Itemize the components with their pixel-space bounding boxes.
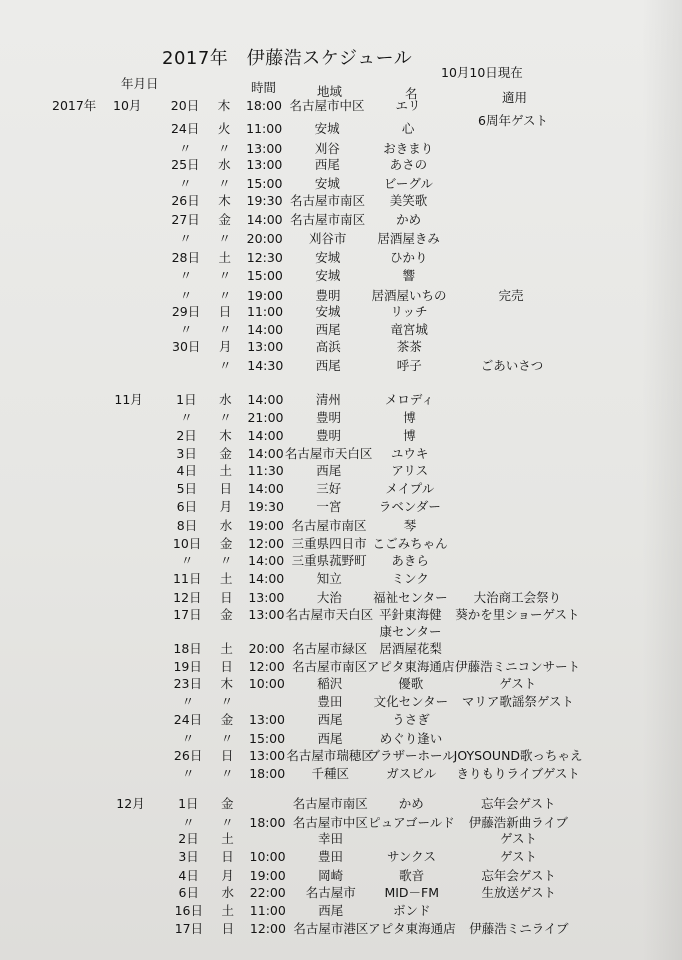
area-cell: 知立 [316, 571, 342, 586]
table-row [0, 428, 682, 446]
day-cell: 6日 [178, 885, 199, 900]
weekday-cell: 土 [219, 571, 233, 586]
table-row [0, 463, 682, 481]
weekday-cell: 木 [219, 428, 232, 443]
name-cell: 心 [401, 121, 415, 136]
day-cell: 16日 [174, 903, 204, 918]
weekday-cell: 土 [218, 250, 232, 265]
area-cell: 三重県四日市 [291, 536, 367, 551]
name-cell: 響 [402, 268, 416, 283]
name-cell: ビーグル [383, 176, 433, 191]
day-cell: 29日 [171, 304, 201, 319]
name-cell: あきら [391, 553, 429, 568]
table-row [0, 339, 682, 357]
name-cell: ユウキ [390, 446, 429, 461]
name-cell: アリス [391, 463, 429, 478]
day-cell: 〃 [178, 141, 192, 156]
note-cell: 忘年会ゲスト [481, 796, 556, 811]
weekday-cell: 〃 [218, 322, 232, 337]
weekday-cell: 土 [221, 903, 235, 918]
time-cell: 14:00 [247, 428, 284, 443]
table-row [0, 553, 682, 571]
header-note: 適用 [502, 90, 528, 105]
weekday-cell: 月 [219, 499, 233, 514]
name-cell: サンクス [387, 849, 437, 864]
weekday-cell: 水 [218, 157, 231, 172]
table-row [0, 748, 682, 766]
header-time: 時間 [251, 80, 277, 95]
area-cell: 名古屋市南区 [292, 796, 368, 811]
page-title: 2017年 伊藤浩スケジュール [162, 48, 413, 69]
name-cell: メロディ [384, 392, 434, 407]
area-cell: 安城 [315, 250, 341, 265]
day-cell: 23日 [173, 676, 202, 691]
weekday-cell: 日 [220, 590, 233, 605]
day-cell: 17日 [174, 921, 204, 936]
weekday-cell: 〃 [218, 268, 232, 283]
header-name: 名 [405, 86, 418, 101]
weekday-cell: 月 [218, 339, 232, 354]
table-row [0, 250, 682, 268]
note-cell: ゲスト [500, 849, 538, 864]
note-cell: 葵かを里ショーゲスト [455, 607, 580, 622]
name-cell: ボンド [393, 903, 431, 918]
note-cell: ごあいさつ [480, 358, 544, 373]
area-cell: 安城 [315, 268, 341, 283]
day-cell: 26日 [171, 193, 200, 208]
table-row [0, 796, 682, 814]
day-cell: 〃 [179, 288, 193, 303]
day-cell: 10日 [172, 536, 202, 551]
name-cell: 文化センター [373, 694, 449, 709]
name-cell: メイプル [385, 481, 435, 496]
name-cell: ミンク [391, 571, 429, 586]
weekday-cell: 水 [219, 518, 233, 533]
area-cell: 豊明 [315, 410, 341, 425]
table-row [0, 885, 682, 903]
area-cell: 安城 [315, 304, 341, 319]
area-cell: 三好 [316, 481, 342, 496]
weekday-cell: 〃 [219, 410, 232, 425]
name-cell: かめ [398, 796, 424, 811]
name-cell: エリ [395, 98, 421, 113]
weekday-cell: 日 [218, 304, 232, 319]
time-cell: 21:00 [247, 410, 284, 425]
name-cell: アピタ東海通店 [368, 921, 456, 936]
name-cell: ラベンダー [378, 499, 441, 514]
area-cell: 豊田 [317, 694, 343, 709]
weekday-cell: 水 [219, 392, 232, 407]
time-cell: 13:00 [247, 339, 284, 354]
time-cell: 11:00 [249, 903, 286, 918]
time-cell: 11:00 [247, 304, 284, 319]
weekday-cell: 〃 [217, 141, 231, 156]
table-row [0, 659, 682, 677]
day-cell: 4日 [176, 463, 197, 478]
time-cell: 14:00 [247, 481, 284, 496]
weekday-cell: 〃 [219, 358, 232, 373]
time-cell: 20:00 [248, 641, 285, 656]
weekday-cell: 木 [220, 676, 234, 691]
time-cell: 12:00 [248, 536, 285, 551]
area-cell: 清州 [315, 392, 341, 407]
month-cell: 11月 [114, 392, 143, 407]
name-cell: 歌音 [399, 868, 425, 883]
weekday-cell: 火 [217, 121, 231, 136]
month-cell: 10月 [113, 98, 142, 113]
area-cell: 一宮 [316, 499, 342, 514]
name-cell: 美笑歌 [389, 193, 428, 208]
table-row [0, 304, 682, 322]
table-row [0, 766, 682, 784]
table-row [0, 157, 682, 175]
time-cell: 13:00 [248, 607, 285, 622]
area-cell: 千種区 [311, 766, 349, 781]
day-cell: 〃 [179, 176, 192, 191]
day-cell: 8日 [176, 518, 198, 533]
area-cell: 名古屋市南区 [290, 193, 366, 208]
name-cell: めぐり逢い [379, 731, 443, 746]
time-cell: 19:30 [246, 193, 283, 208]
weekday-cell: 金 [219, 446, 232, 461]
name-cell: MID－FM [384, 885, 440, 900]
time-cell: 10:00 [248, 676, 285, 691]
day-cell: 18日 [173, 641, 202, 656]
weekday-cell: 金 [219, 536, 233, 551]
name-cell: ブラザーホール [367, 748, 455, 763]
time-cell: 12:00 [249, 921, 286, 936]
name-cell: 優歌 [398, 676, 424, 691]
table-row [0, 731, 682, 749]
area-cell: 名古屋市南区 [290, 212, 366, 227]
day-cell: 5日 [176, 481, 198, 496]
table-row [0, 518, 682, 536]
weekday-cell: 金 [221, 796, 234, 811]
area-cell: 高浜 [315, 339, 341, 354]
table-row [0, 624, 682, 642]
weekday-cell: 土 [221, 831, 234, 846]
table-row [0, 121, 682, 139]
table-row [0, 607, 682, 625]
weekday-cell: 水 [221, 885, 234, 900]
name-cell: 琴 [403, 518, 417, 533]
time-cell: 11:00 [246, 121, 283, 136]
day-cell: 19日 [173, 659, 202, 674]
table-row [0, 446, 682, 464]
day-cell: 27日 [171, 212, 200, 227]
time-cell: 19:00 [246, 288, 283, 303]
note-cell: 伊藤浩ミニライブ [469, 921, 569, 936]
time-cell: 18:00 [249, 766, 286, 781]
name-cell: 康センター [379, 624, 442, 639]
name-cell: かめ [396, 212, 422, 227]
name-cell: リッチ [390, 304, 428, 319]
weekday-cell: 〃 [219, 553, 233, 568]
area-cell: 安城 [314, 176, 340, 191]
time-cell: 14:00 [248, 553, 285, 568]
day-cell: 〃 [181, 694, 195, 709]
area-cell: 西尾 [316, 463, 342, 478]
time-cell: 13:00 [246, 157, 283, 172]
area-cell: 刈谷市 [308, 231, 347, 246]
table-row [0, 212, 682, 230]
table-row [0, 410, 682, 428]
day-cell: 3日 [176, 446, 197, 461]
area-cell: 西尾 [317, 712, 343, 727]
time-cell: 13:00 [249, 748, 286, 763]
table-row [0, 392, 682, 410]
year-cell: 2017年 [52, 98, 97, 113]
name-cell: 居酒屋いちの [371, 288, 447, 303]
area-cell: 西尾 [318, 903, 344, 918]
table-row [0, 231, 682, 249]
day-cell: 〃 [181, 766, 195, 781]
time-cell: 19:30 [247, 499, 284, 514]
time-cell: 13:00 [246, 141, 283, 156]
area-cell: 名古屋市緑区 [292, 641, 368, 656]
time-cell: 11:30 [247, 463, 284, 478]
weekday-cell: 日 [220, 659, 233, 674]
time-cell: 15:00 [246, 176, 283, 191]
area-cell: 名古屋市中区 [289, 98, 365, 113]
time-cell: 19:00 [247, 518, 285, 533]
day-cell: 2日 [178, 831, 199, 846]
weekday-cell: 土 [220, 641, 233, 656]
day-cell: 17日 [173, 607, 202, 622]
area-cell: 刈谷 [314, 141, 340, 156]
weekday-cell: 金 [218, 212, 231, 227]
day-cell: 〃 [180, 553, 194, 568]
area-cell: 安城 [314, 121, 340, 136]
note-cell: ゲスト [499, 676, 537, 691]
area-cell: 名古屋市南区 [291, 518, 367, 533]
time-cell: 14:30 [247, 358, 284, 373]
day-cell: 4日 [178, 868, 199, 883]
area-cell: 豊田 [318, 849, 344, 864]
time-cell: 22:00 [249, 885, 286, 900]
name-cell: 博 [403, 428, 416, 443]
table-row [0, 641, 682, 659]
area-cell: 名古屋市瑞穂区 [286, 748, 374, 763]
time-cell: 14:00 [248, 571, 285, 586]
table-row [0, 676, 682, 694]
time-cell: 14:00 [247, 322, 284, 337]
table-row [0, 921, 682, 939]
area-cell: 大治 [316, 590, 342, 605]
area-cell: 岡崎 [318, 868, 344, 883]
area-cell: 名古屋市中区 [292, 815, 368, 830]
area-cell: 名古屋市 [305, 885, 356, 900]
table-row [0, 481, 682, 499]
time-cell: 14:00 [247, 446, 284, 461]
header-area: 地域 [317, 84, 343, 99]
weekday-cell: 〃 [220, 766, 234, 781]
name-cell: ガスビル [386, 766, 437, 781]
weekday-cell: 〃 [218, 288, 232, 303]
table-row [0, 831, 682, 849]
table-row [0, 590, 682, 608]
time-cell: 12:30 [246, 250, 283, 265]
weekday-cell: 月 [221, 868, 234, 883]
table-row [0, 868, 682, 886]
weekday-cell: 〃 [220, 731, 234, 746]
day-cell: 〃 [181, 731, 195, 746]
table-row [0, 176, 682, 194]
note-cell: JOYSOUND歌っちゃえ [453, 748, 583, 763]
day-cell: 2日 [176, 428, 197, 443]
weekday-cell: 〃 [221, 815, 234, 830]
area-cell: 豊明 [316, 428, 342, 443]
time-cell: 15:00 [246, 268, 283, 283]
weekday-cell: 土 [219, 463, 232, 478]
day-cell: 30日 [172, 339, 201, 354]
day-cell: 〃 [182, 815, 195, 830]
table-row [0, 358, 682, 376]
weekday-cell: 日 [219, 481, 233, 496]
table-row [0, 193, 682, 211]
area-cell: 名古屋市天白区 [284, 446, 373, 461]
day-cell: 24日 [173, 712, 203, 727]
day-cell: 1日 [176, 392, 197, 407]
table-row [0, 268, 682, 286]
time-cell: 20:00 [246, 231, 283, 246]
day-cell: 26日 [173, 748, 203, 763]
month-cell: 12月 [116, 796, 145, 811]
name-cell: 呼子 [396, 358, 422, 373]
area-cell: 豊明 [315, 288, 341, 303]
time-cell: 10:00 [249, 849, 286, 864]
day-cell: 28日 [171, 250, 200, 265]
name-cell: 博 [403, 410, 416, 425]
day-cell: 〃 [180, 410, 193, 425]
day-cell: 〃 [179, 268, 193, 283]
time-cell: 12:00 [248, 659, 285, 674]
table-row [0, 903, 682, 921]
day-cell: 25日 [171, 157, 200, 172]
area-cell: 西尾 [314, 157, 340, 172]
weekday-cell: 日 [220, 748, 234, 763]
table-row [0, 322, 682, 340]
note-cell: きりもりライブゲスト [456, 766, 580, 781]
name-cell: 茶茶 [396, 339, 422, 354]
name-cell: 竜宮城 [390, 322, 428, 337]
as-of-date: 10月10日現在 [441, 65, 523, 80]
note-cell: 大治商工会祭り [473, 590, 562, 605]
name-cell: おきまり [383, 141, 434, 156]
time-cell: 14:00 [247, 392, 284, 407]
area-cell: 西尾 [317, 731, 343, 746]
time-cell: 15:00 [249, 731, 286, 746]
weekday-cell: 金 [220, 712, 234, 727]
day-cell: 20日 [170, 98, 200, 113]
area-cell: 名古屋市天白区 [285, 607, 374, 622]
day-cell: 12日 [173, 590, 202, 605]
weekday-cell: 〃 [218, 231, 231, 246]
name-cell: 居酒屋花梨 [379, 641, 442, 656]
area-cell: 名古屋市南区 [292, 659, 368, 674]
weekday-cell: 日 [221, 849, 234, 864]
weekday-cell: 〃 [218, 176, 231, 191]
note-cell: マリア歌謡祭ゲスト [461, 694, 574, 709]
table-row [0, 571, 682, 589]
name-cell: ピュアゴールド [368, 815, 455, 830]
table-row [0, 712, 682, 730]
note-cell: 6周年ゲスト [478, 113, 548, 128]
day-cell: 〃 [179, 231, 192, 246]
area-cell: 三重県菰野町 [291, 553, 367, 568]
table-row [0, 499, 682, 517]
name-cell: うさぎ [392, 712, 430, 727]
area-cell: 名古屋市港区 [293, 921, 369, 936]
name-cell: 居酒屋きみ [377, 231, 440, 246]
name-cell: こごみちゃん [372, 536, 448, 551]
day-cell: 6日 [176, 499, 198, 514]
weekday-cell: 〃 [220, 694, 234, 709]
header-ymd: 年月日 [121, 76, 159, 91]
note-cell: 生放送ゲスト [481, 885, 556, 900]
time-cell: 13:00 [248, 712, 285, 727]
weekday-cell: 木 [218, 193, 231, 208]
time-cell: 19:00 [249, 868, 286, 883]
table-row [0, 849, 682, 867]
name-cell: ひかり [390, 250, 428, 265]
name-cell: 平針東海健 [379, 607, 442, 622]
time-cell: 14:00 [246, 212, 283, 227]
weekday-cell: 日 [221, 921, 235, 936]
time-cell: 13:00 [248, 590, 285, 605]
note-cell: ゲスト [499, 831, 537, 846]
note-cell: 忘年会ゲスト [481, 868, 556, 883]
name-cell: アピタ東海通店 [366, 659, 455, 674]
day-cell: 11日 [173, 571, 202, 586]
time-cell: 18:00 [245, 98, 283, 113]
area-cell: 西尾 [315, 322, 341, 337]
day-cell: 3日 [178, 849, 199, 864]
name-cell: 福祉センター [373, 590, 448, 605]
area-cell: 稲沢 [317, 676, 343, 691]
time-cell: 18:00 [249, 815, 286, 830]
area-cell: 幸田 [317, 831, 343, 846]
note-cell: 伊藤浩ミニコンサート [455, 659, 581, 674]
name-cell: あさの [389, 157, 428, 172]
day-cell: 1日 [178, 796, 199, 811]
day-cell: 24日 [170, 121, 200, 136]
weekday-cell: 金 [220, 607, 233, 622]
area-cell: 西尾 [315, 358, 341, 373]
weekday-cell: 木 [217, 98, 231, 113]
table-row [0, 536, 682, 554]
note-cell: 伊藤浩新曲ライブ [468, 815, 569, 830]
table-row [0, 694, 682, 712]
note-cell: 完売 [498, 288, 524, 303]
day-cell: 〃 [179, 322, 193, 337]
